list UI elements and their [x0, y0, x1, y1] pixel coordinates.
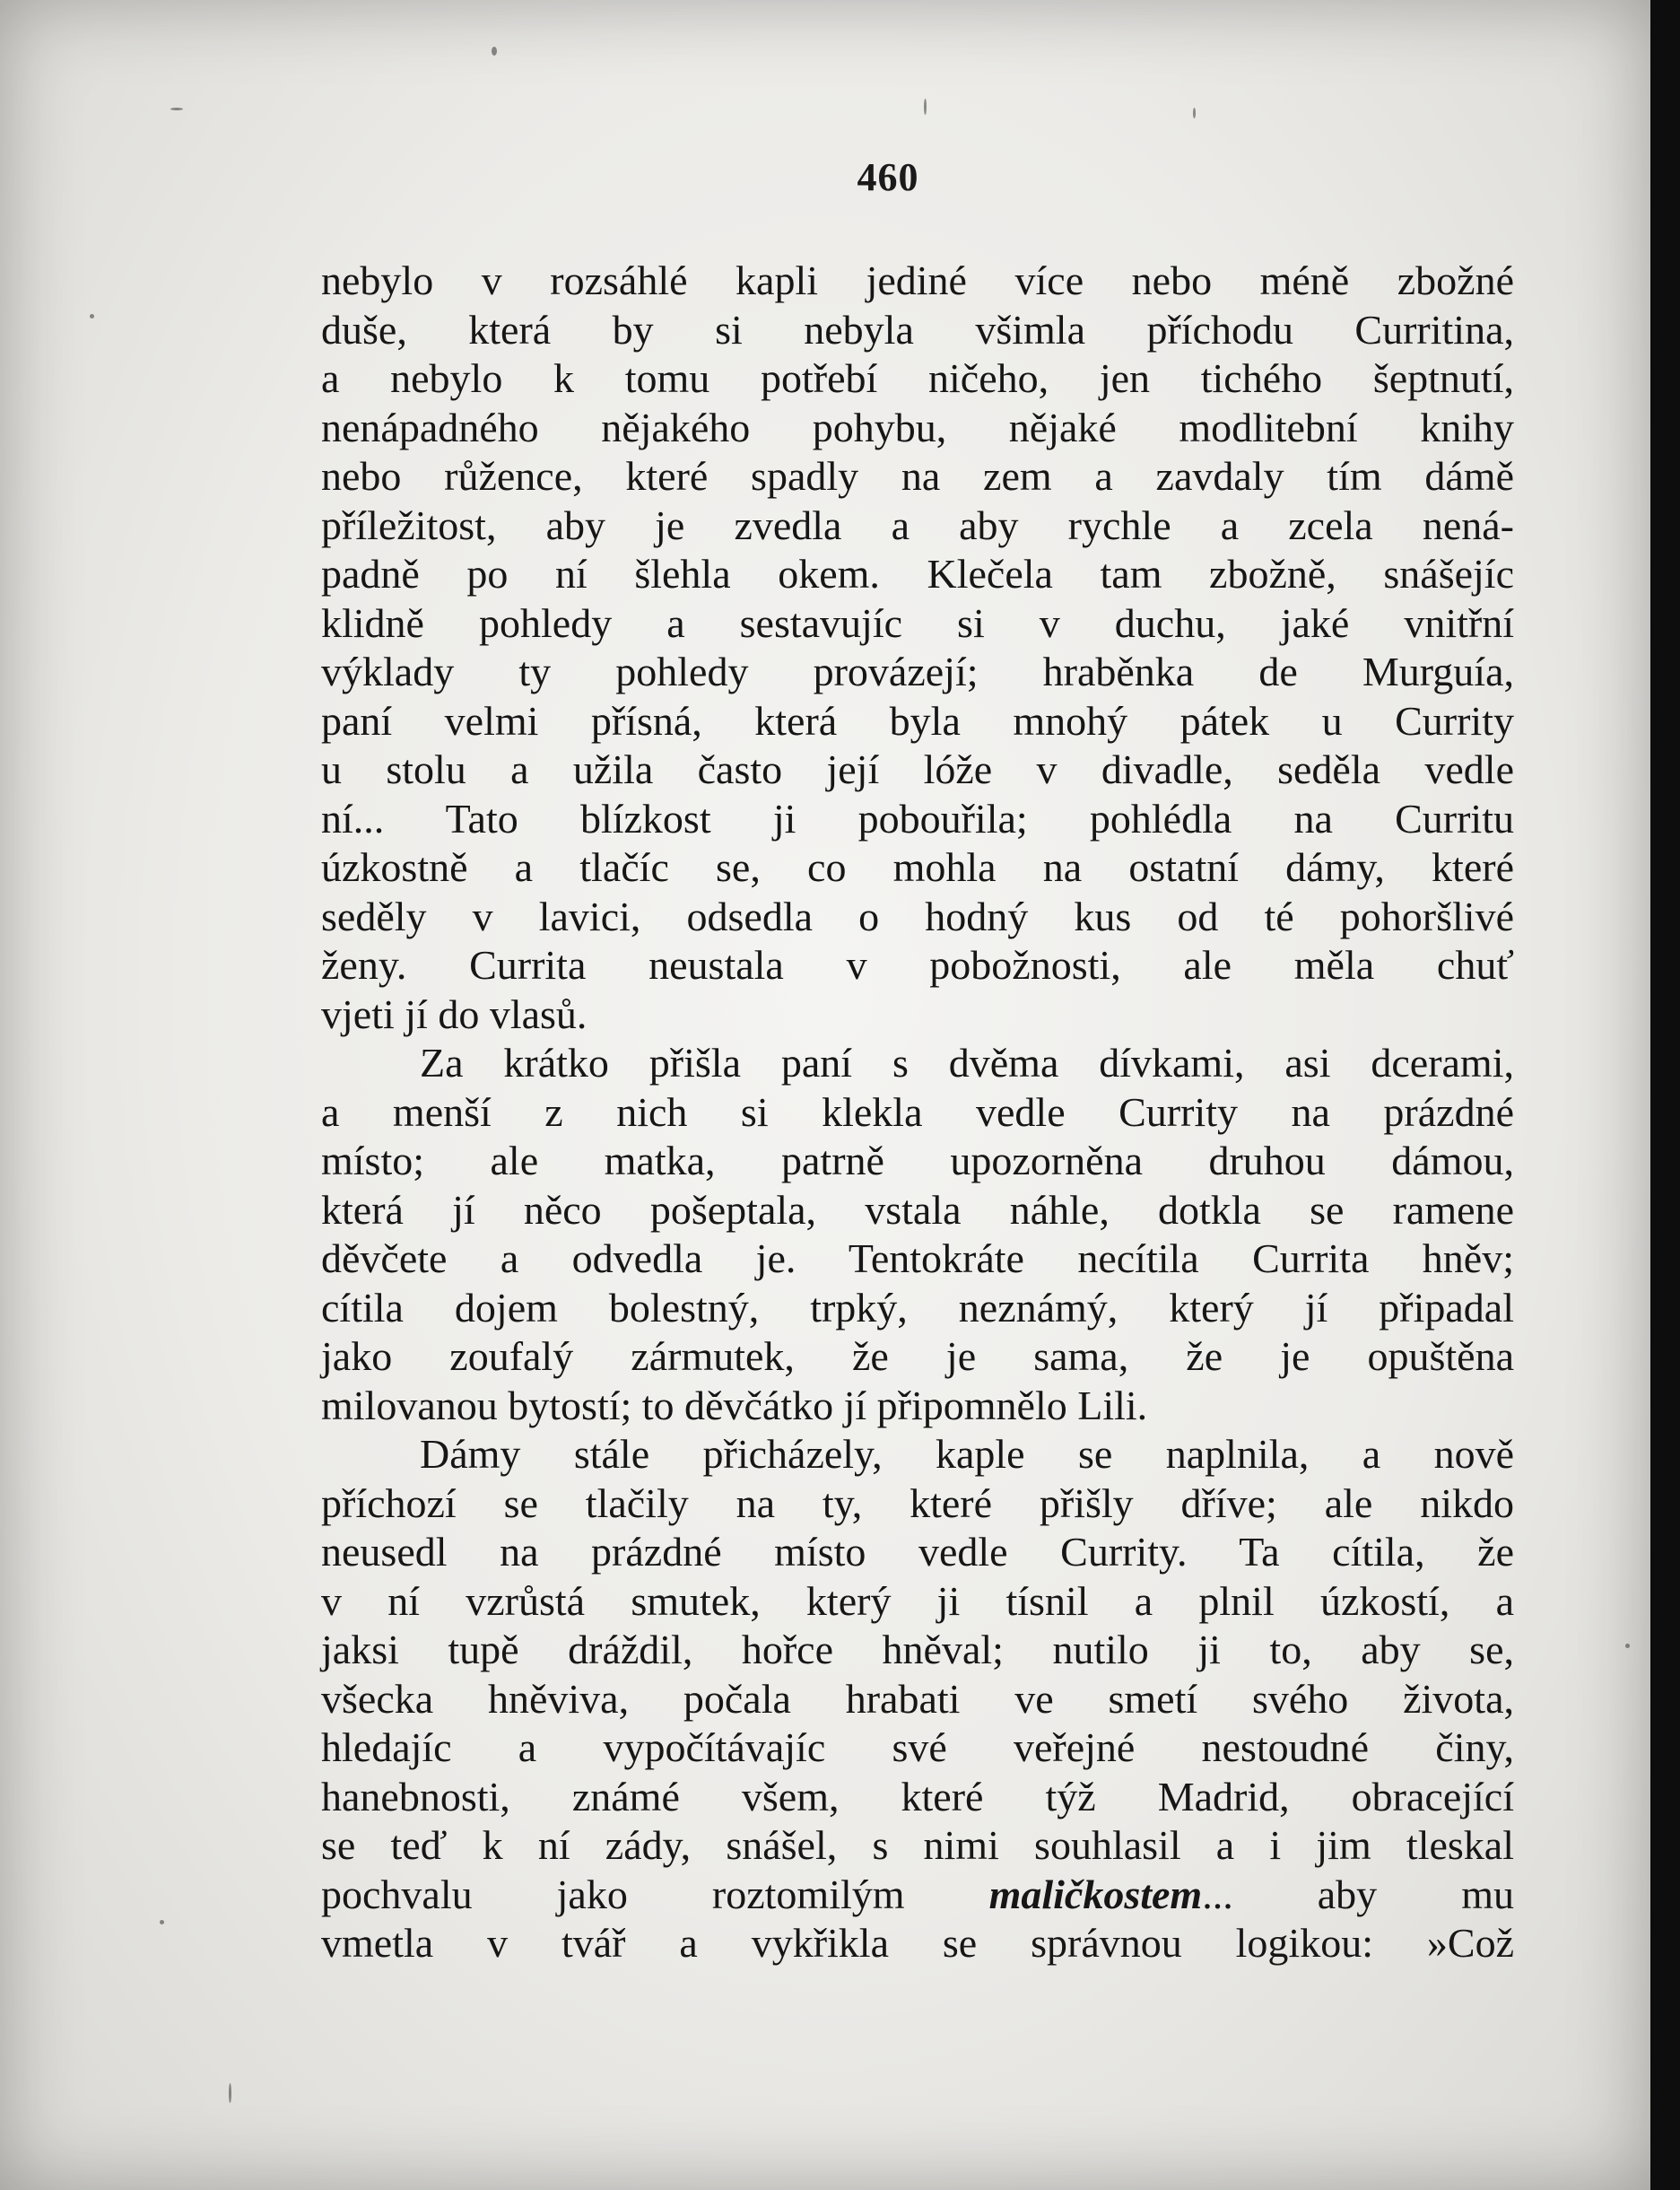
text-line: jaksi tupě dráždil, hořce hněval; nutilo ji to, aby se, [321, 1627, 1514, 1672]
text-line: hledajíc a vypočítávajíc své veřejné nestoudné činy, [321, 1724, 1514, 1770]
scan-speck [1193, 108, 1196, 118]
text-line: která jí něco pošeptala, vstala náhle, dotkla se ramene [321, 1186, 1514, 1233]
italic-word: maličkostem [988, 1871, 1203, 1917]
page-number: 460 [857, 155, 919, 199]
scan-speck [1625, 1644, 1630, 1648]
scan-speck [160, 1920, 164, 1924]
text-line: ženy. Currita neustala v pobožnosti, ale měla chuť [321, 942, 1514, 988]
text-line: u stolu a užila často její lóže v divadle, seděla vedle [321, 746, 1514, 792]
text-line: a nebylo k tomu potřebí ničeho, jen tichého šeptnutí, [321, 355, 1514, 401]
text-line: ní... Tato blízkost ji pobouřila; pohlédla na Curritu [321, 795, 1514, 842]
text-line: klidně pohledy a sestavujíc si v duchu, jaké vnitřní [321, 599, 1514, 646]
paragraph-2 [321, 1039, 1514, 1430]
text-segment: ... aby mu [1202, 1871, 1514, 1917]
text-line: všecka hněviva, počala hrabati ve smetí svého života, [321, 1675, 1514, 1722]
paragraph-1 [321, 257, 1514, 1039]
text-line: místo; ale matka, patrně upozorněna druhou dámou, [321, 1138, 1514, 1183]
text-line: úzkostně a tlačíc se, co mohla na ostatní dámy, které [321, 844, 1514, 890]
text-line: hanebnosti, známé všem, které týž Madrid, obracející [321, 1773, 1514, 1819]
text-line: cítila dojem bolestný, trpký, neznámý, který jí připadal [321, 1284, 1514, 1331]
text-line: paní velmi přísná, která byla mnohý pátek u Currity [321, 697, 1514, 744]
text-line: padně po ní šlehla okem. Klečela tam zbožně, snášejíc [321, 551, 1514, 597]
text-line: nebylo v rozsáhlé kapli jediné více nebo méně zbožné [321, 257, 1514, 303]
text-line: vmetla v tvář a vykřikla se správnou logikou: »Což [321, 1920, 1514, 1966]
text-line: duše, která by si nebyla všimla příchodu Curritina, [321, 306, 1514, 353]
scan-speck [492, 47, 497, 56]
text-line: se teď k ní zády, snášel, s nimi souhlasil a i jim tleskal [321, 1822, 1514, 1868]
text-line: příchozí se tlačily na ty, které přišly dříve; ale nikdo [321, 1479, 1514, 1526]
text-line: příležitost, aby je zvedla a aby rychle a zcela nená- [321, 502, 1514, 548]
text-line: Za krátko přišla paní s dvěma dívkami, asi dcerami, [420, 1040, 1514, 1086]
text-line: v ní vzrůstá smutek, který ji tísnil a plnil úzkostí, a [321, 1577, 1514, 1624]
text-line: nenápadného nějakého pohybu, nějaké modlitební knihy [321, 404, 1514, 450]
paragraph-3 [321, 1430, 1514, 1968]
text-line: děvčete a odvedla je. Tentokráte necítila Currita hněv; [321, 1235, 1514, 1281]
text-line-with-italic [321, 1871, 1514, 1920]
text-line: vjeti jí do vlasů. [321, 990, 588, 1037]
text-line: nebo růžence, které spadly na zem a zavdaly tím dámě [321, 453, 1514, 499]
text-segment: pochvalu jako roztomilým [321, 1871, 989, 1917]
scan-speck [90, 314, 94, 318]
text-line: milovanou bytostí; to děvčátko jí připomnělo Lili. [321, 1382, 1148, 1428]
scan-speck [229, 2083, 231, 2103]
text-line: neusedl na prázdné místo vedle Currity. Ta cítila, že [321, 1529, 1514, 1575]
scan-speck [924, 99, 927, 115]
text-line: seděly v lavici, odsedla o hodný kus od té pohoršlivé [321, 893, 1514, 939]
text-line: jako zoufalý zármutek, že je sama, že je opuštěna [321, 1333, 1514, 1379]
body-text [321, 257, 1514, 1968]
text-line: Dámy stále přicházely, kaple se naplnila, a nově [420, 1431, 1514, 1477]
scan-border-dark [1650, 0, 1680, 2190]
scan-speck [170, 108, 183, 110]
text-line: a menší z nich si klekla vedle Currity na prázdné [321, 1088, 1514, 1135]
text-line: výklady ty pohledy provázejí; hraběnka de Murguía, [321, 649, 1514, 694]
